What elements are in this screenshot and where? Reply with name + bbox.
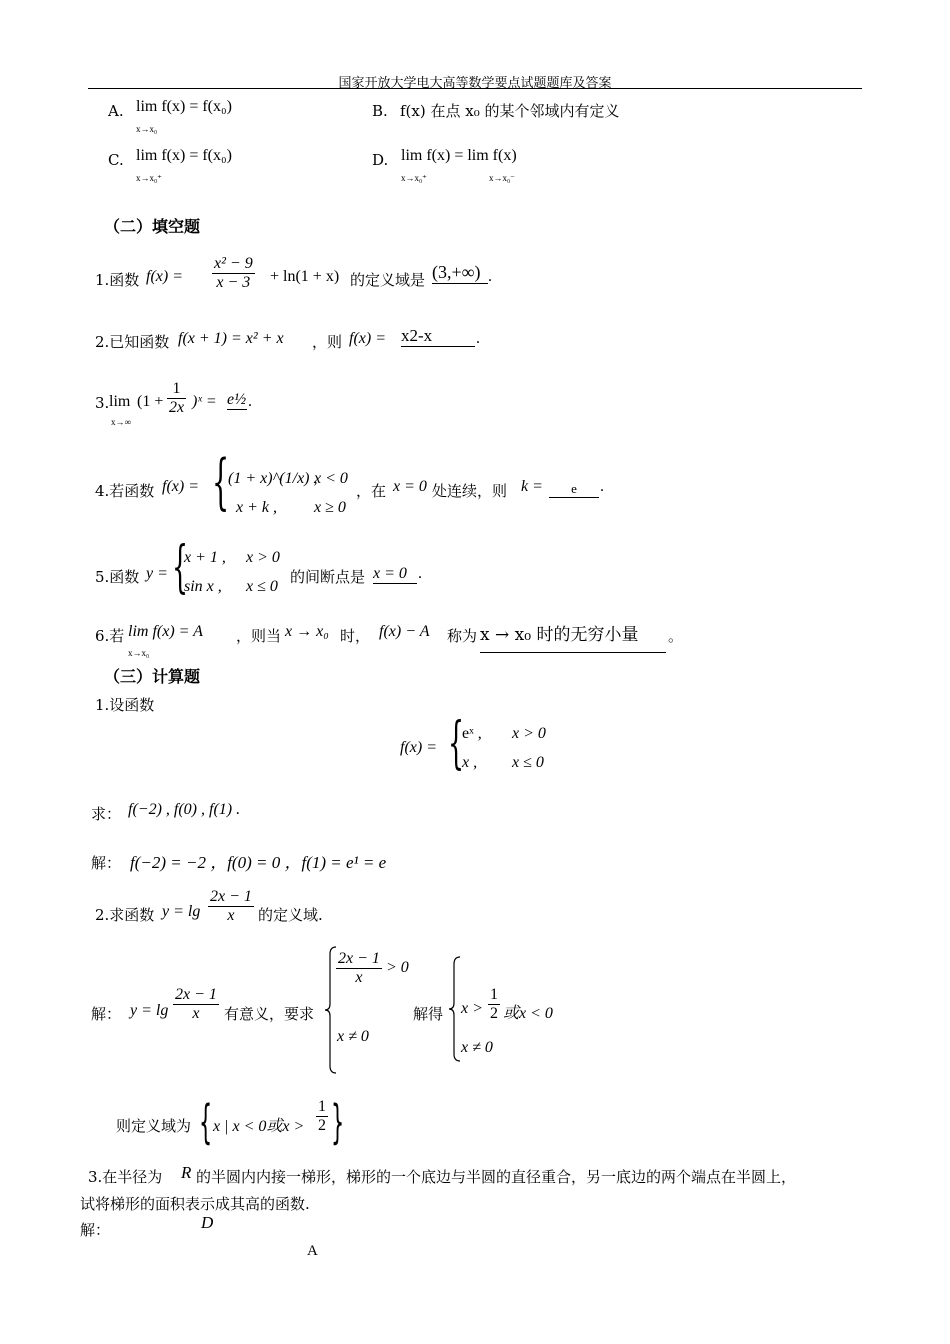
fill-q6-expression: f(x) − A <box>379 623 430 640</box>
section-title-fill-in: （二）填空题 <box>104 217 201 236</box>
calc-q2-result-numerator: 1 <box>490 986 498 1003</box>
calc-q2-result-nonzero: x ≠ 0 <box>461 1039 493 1056</box>
calc-q2-result-fraction <box>488 986 500 1023</box>
calc-q2-requirement-nonzero: x ≠ 0 <box>337 1028 369 1045</box>
calc-q1-cond1: x > 0 <box>512 725 546 742</box>
option-a-label: A. <box>108 102 124 120</box>
calc-q2-domain-denominator: 2 <box>318 1117 326 1134</box>
fill-q3-fraction <box>167 380 186 417</box>
option-a-limit-subscript: x→x₀ <box>136 124 158 134</box>
page-header-title: 国家开放大学电大高等数学要点试题题库及答案 <box>338 76 612 91</box>
option-c-label: C. <box>108 151 124 169</box>
fill-q2-fx: f(x) = <box>349 330 386 347</box>
calc-q3-radius: R <box>181 1163 192 1182</box>
calc-q2-solution-numerator: 2x − 1 <box>175 986 217 1003</box>
fill-q3-denominator: 2x <box>169 399 185 416</box>
fill-q3-open: (1 + <box>137 393 164 410</box>
fill-q1-numerator: x² − 9 <box>214 255 253 272</box>
fill-q6-prefix: 6.若 <box>95 627 125 645</box>
fill-q6-call: 称为 <box>447 627 478 645</box>
fill-q3-prefix: 3. <box>95 394 110 412</box>
header-rule <box>88 88 862 89</box>
fill-q1-function: f(x) = <box>146 268 183 285</box>
calc-q2-result-denominator: 2 <box>490 1005 498 1022</box>
fill-q1-answer: (3,+∞) <box>432 262 488 284</box>
fill-q1-suffix: 的定义域是 <box>350 271 426 289</box>
fill-q3-answer: e½ <box>227 391 247 408</box>
calc-q1-case2: x , <box>462 754 478 771</box>
fill-q6-end: 。 <box>668 627 684 645</box>
fill-q6-middle2: 时， <box>340 627 371 645</box>
calc-q1-solution: f(−2) = −2 ，f(0) = 0 ，f(1) = e¹ = e <box>130 853 387 872</box>
fill-q4-answer: e <box>549 481 599 498</box>
fill-q4-case1: (1 + x)^(1/x) , <box>228 470 318 487</box>
calc-q1-ask-prefix: 求： <box>91 805 122 823</box>
calc-q3-solution-prefix: 解： <box>80 1221 111 1239</box>
calc-q2-solution-y: y = lg <box>130 1002 169 1019</box>
fill-q5-cond2: x ≤ 0 <box>246 578 278 595</box>
calc-q2-prefix: 2.求函数 <box>95 906 155 924</box>
calc-q1-cond2: x ≤ 0 <box>512 754 544 771</box>
fill-q4-prefix: 4.若函数 <box>95 482 155 500</box>
calc-q3-point-d: D <box>201 1213 214 1232</box>
calc-q3-line1: 的半圆内内接一梯形，梯形的一个底边与半圆的直径重合，另一底边的两个端点在半圆上， <box>196 1168 797 1186</box>
calc-q2-domain-set: x | x < 0或x > <box>213 1118 305 1135</box>
fill-q1-denominator: x − 3 <box>216 274 251 291</box>
calc-q2-solution-fraction <box>173 986 219 1023</box>
calc-q3-point-a: A <box>307 1243 318 1259</box>
fill-q1-fraction <box>212 255 255 292</box>
calc-q2-y: y = lg <box>162 903 201 920</box>
fill-q4-case2: x + k , <box>236 499 277 516</box>
calc-q2-fraction <box>208 888 254 925</box>
calc-q2-solve-label: 解得 <box>413 1005 444 1023</box>
calc-q1-prefix: 1.设函数 <box>95 696 155 714</box>
option-a-expression: lim f(x) = f(x₀) <box>136 98 232 115</box>
fill-q6-lim-subscript: x→x₀ <box>128 648 150 658</box>
calc-q1-solution-prefix: 解： <box>91 854 122 872</box>
fill-q5-cond1: x > 0 <box>246 549 280 566</box>
fill-q2-answer: x2-x <box>401 326 475 347</box>
option-d-label: D. <box>372 151 389 169</box>
calc-q2-result-prefix: x > <box>461 1000 483 1017</box>
fill-q3-lim: lim <box>109 393 131 410</box>
fill-q4-middle2: 处连续，则 <box>432 482 508 500</box>
calc-q2-domain-left-brace: { <box>199 1095 213 1149</box>
option-d-limit-subscript-left: x→x₀⁻ <box>489 173 515 183</box>
fill-q3-lim-subscript: x→∞ <box>111 417 131 427</box>
fill-q4-middle: ，在 <box>356 482 387 500</box>
calc-q2-solution-middle: 有意义，要求 <box>224 1005 315 1023</box>
calc-q2-solution-denominator: x <box>192 1005 200 1022</box>
fill-q6-middle: ，则当 <box>236 627 282 645</box>
fill-q5-middle: 的间断点是 <box>290 568 366 586</box>
section-title-calculation: （三）计算题 <box>104 667 201 686</box>
calc-q1-ask: f(−2) , f(0) , f(1) . <box>128 801 241 818</box>
fill-q4-brace: { <box>212 447 230 517</box>
calc-q1-case1: eˣ , <box>462 725 482 742</box>
fill-q4-x0: x = 0 <box>393 478 427 495</box>
calc-q3-prefix: 3.在半径为 <box>88 1168 163 1186</box>
calc-q2-domain-prefix: 则定义域为 <box>116 1117 192 1135</box>
fill-q3-close: )ˣ = <box>192 393 217 410</box>
calc-q1-fx: f(x) = <box>400 739 437 756</box>
fill-q4-cond2: x ≥ 0 <box>314 499 346 516</box>
option-c-expression: lim f(x) = f(x₀) <box>136 147 232 164</box>
calc-q2-requirement-denominator: x <box>355 969 363 986</box>
option-c-limit-subscript: x→x₀⁺ <box>136 173 162 183</box>
fill-q1-log-term: + ln(1 + x) <box>270 268 340 285</box>
calc-q2-requirement-fraction <box>336 950 382 987</box>
fill-q6-answer: x → x₀ 时的无穷小量 <box>480 620 666 653</box>
calc-q2-domain-right-brace: } <box>331 1095 345 1149</box>
option-d-limit-subscript-right: x→x₀⁺ <box>401 173 427 183</box>
fill-q5-answer: x = 0 <box>373 565 417 584</box>
fill-q4-k: k = <box>521 478 543 495</box>
calc-q3-line2: 试将梯形的面积表示成其高的函数. <box>80 1195 310 1213</box>
calc-q2-requirement-numerator: 2x − 1 <box>338 950 380 967</box>
calc-q1-brace: { <box>448 711 465 776</box>
fill-q5-prefix: 5.函数 <box>95 568 140 586</box>
fill-q5-case1: x + 1 , <box>184 549 226 566</box>
calc-q2-domain-fraction <box>316 1098 328 1135</box>
calc-q2-result-or: 或x < 0 <box>503 1005 553 1022</box>
fill-q1-prefix: 1.函数 <box>95 271 140 289</box>
calc-q2-denominator: x <box>227 907 235 924</box>
calc-q2-domain-numerator: 1 <box>318 1098 326 1115</box>
option-d-expression: lim f(x) = lim f(x) <box>401 147 517 164</box>
calc-q2-result-brace <box>448 956 462 1062</box>
fill-q2-prefix: 2.已知函数 <box>95 333 170 351</box>
calc-q2-solution-prefix: 解： <box>91 1005 122 1023</box>
option-b-text: f(x) 在点 x₀ 的某个邻域内有定义 <box>400 102 620 120</box>
fill-q2-middle: ，则 <box>312 333 343 351</box>
fill-q5-brace: { <box>172 535 189 600</box>
fill-q2-expression: f(x + 1) = x² + x <box>178 330 284 347</box>
fill-q6-limit: lim f(x) = A <box>128 623 203 640</box>
calc-q2-numerator: 2x − 1 <box>210 888 252 905</box>
fill-q4-cond1: x < 0 <box>314 470 348 487</box>
calc-q2-suffix: 的定义域. <box>258 906 323 924</box>
fill-q5-case2: sin x , <box>184 578 222 595</box>
option-b-label: B. <box>372 102 388 120</box>
calc-q2-requirement-inequality: > 0 <box>386 959 409 976</box>
fill-q5-y: y = <box>146 565 168 582</box>
fill-q4-fx: f(x) = <box>162 478 199 495</box>
fill-q3-numerator: 1 <box>167 380 186 399</box>
fill-q6-condition: x → x₀ <box>285 623 329 640</box>
